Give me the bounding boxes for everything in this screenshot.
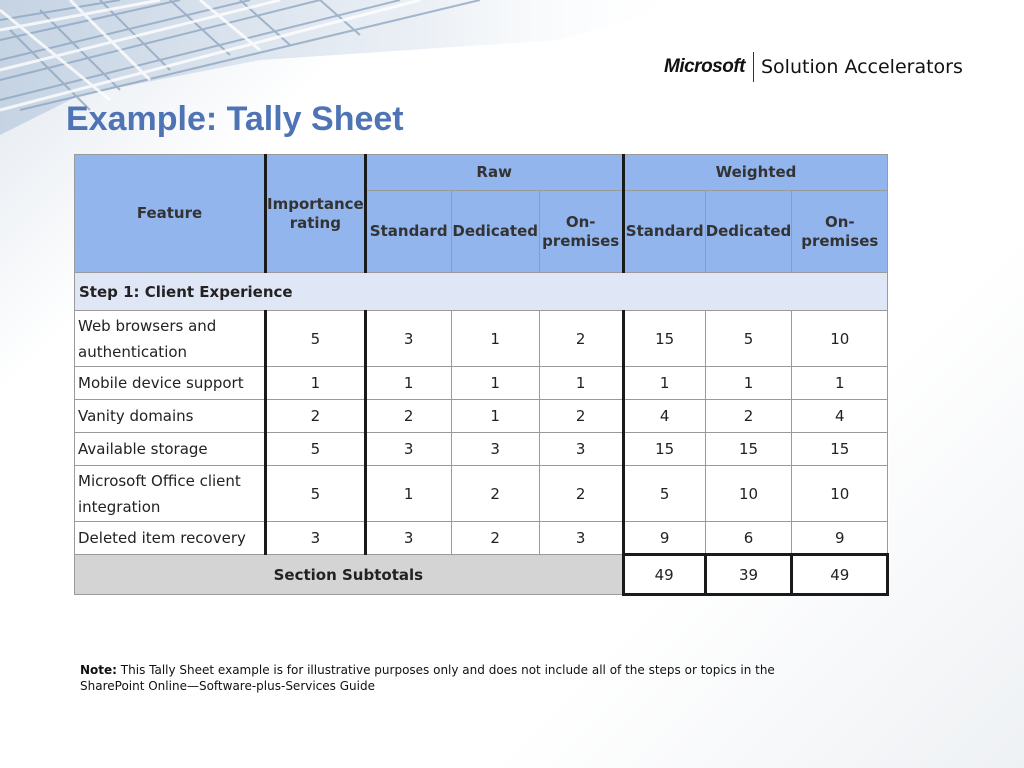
weighted-standard-cell: 15 bbox=[623, 433, 705, 466]
note-label: Note: bbox=[80, 663, 117, 677]
raw-dedicated-cell: 1 bbox=[451, 367, 539, 400]
feature-cell: Microsoft Office client integration bbox=[75, 466, 266, 522]
header-weighted: Weighted bbox=[623, 155, 888, 191]
weighted-on-premises-cell: 4 bbox=[792, 400, 888, 433]
raw-dedicated-cell: 2 bbox=[451, 466, 539, 522]
header-weighted-standard: Standard bbox=[623, 191, 705, 273]
subtotal-label: Section Subtotals bbox=[75, 555, 624, 595]
header-weighted-dedicated: Dedicated bbox=[705, 191, 792, 273]
importance-cell: 5 bbox=[266, 466, 366, 522]
table-row bbox=[75, 311, 888, 367]
header-feature: Feature bbox=[75, 155, 266, 273]
feature-cell: Web browsers and authentication bbox=[75, 311, 266, 367]
header-weighted-on-premises: On-premises bbox=[792, 191, 888, 273]
section-row bbox=[75, 273, 888, 311]
brand-divider bbox=[753, 52, 754, 82]
weighted-dedicated-cell: 1 bbox=[705, 367, 792, 400]
weighted-dedicated-cell: 15 bbox=[705, 433, 792, 466]
tally-sheet-table bbox=[74, 154, 889, 596]
weighted-dedicated-cell: 6 bbox=[705, 522, 792, 555]
weighted-on-premises-cell: 15 bbox=[792, 433, 888, 466]
table-row bbox=[75, 433, 888, 466]
header-raw-on-premises: On-premises bbox=[539, 191, 623, 273]
subtotal-standard-cell: 49 bbox=[623, 555, 705, 595]
header-importance: Importance rating bbox=[266, 155, 366, 273]
brand-product-name: Solution Accelerators bbox=[761, 56, 963, 78]
header-raw: Raw bbox=[365, 155, 623, 191]
raw-standard-cell: 2 bbox=[365, 400, 451, 433]
weighted-standard-cell: 15 bbox=[623, 311, 705, 367]
table-row bbox=[75, 522, 888, 555]
importance-cell: 3 bbox=[266, 522, 366, 555]
weighted-dedicated-cell: 5 bbox=[705, 311, 792, 367]
subtotal-dedicated-cell: 39 bbox=[705, 555, 792, 595]
slide-title: Example: Tally Sheet bbox=[66, 100, 404, 138]
weighted-standard-cell: 5 bbox=[623, 466, 705, 522]
raw-on-premises-cell: 2 bbox=[539, 311, 623, 367]
weighted-on-premises-cell: 10 bbox=[792, 466, 888, 522]
footnote bbox=[80, 662, 810, 694]
raw-dedicated-cell: 2 bbox=[451, 522, 539, 555]
raw-standard-cell: 3 bbox=[365, 311, 451, 367]
weighted-dedicated-cell: 2 bbox=[705, 400, 792, 433]
raw-standard-cell: 3 bbox=[365, 522, 451, 555]
weighted-on-premises-cell: 10 bbox=[792, 311, 888, 367]
subtotal-row bbox=[75, 555, 888, 595]
table-row bbox=[75, 367, 888, 400]
header-group-row bbox=[75, 155, 888, 191]
raw-dedicated-cell: 1 bbox=[451, 311, 539, 367]
importance-cell: 5 bbox=[266, 433, 366, 466]
microsoft-wordmark: Microsoft bbox=[664, 56, 745, 77]
subtotal-on-premises-cell: 49 bbox=[792, 555, 888, 595]
importance-cell: 2 bbox=[266, 400, 366, 433]
feature-cell: Vanity domains bbox=[75, 400, 266, 433]
importance-cell: 5 bbox=[266, 311, 366, 367]
brand-logo bbox=[664, 50, 963, 84]
feature-cell: Mobile device support bbox=[75, 367, 266, 400]
header-raw-dedicated: Dedicated bbox=[451, 191, 539, 273]
weighted-standard-cell: 4 bbox=[623, 400, 705, 433]
weighted-standard-cell: 1 bbox=[623, 367, 705, 400]
weighted-dedicated-cell: 10 bbox=[705, 466, 792, 522]
table-row bbox=[75, 466, 888, 522]
raw-on-premises-cell: 1 bbox=[539, 367, 623, 400]
note-text: This Tally Sheet example is for illustrative purposes only and does not include all of the steps or topics in the SharePoint Online—Software-plus-Services Guide bbox=[80, 663, 775, 693]
table-row bbox=[75, 400, 888, 433]
raw-on-premises-cell: 3 bbox=[539, 522, 623, 555]
raw-on-premises-cell: 2 bbox=[539, 466, 623, 522]
raw-standard-cell: 3 bbox=[365, 433, 451, 466]
importance-cell: 1 bbox=[266, 367, 366, 400]
feature-cell: Deleted item recovery bbox=[75, 522, 266, 555]
raw-on-premises-cell: 2 bbox=[539, 400, 623, 433]
raw-dedicated-cell: 3 bbox=[451, 433, 539, 466]
weighted-standard-cell: 9 bbox=[623, 522, 705, 555]
raw-on-premises-cell: 3 bbox=[539, 433, 623, 466]
raw-standard-cell: 1 bbox=[365, 466, 451, 522]
raw-dedicated-cell: 1 bbox=[451, 400, 539, 433]
weighted-on-premises-cell: 1 bbox=[792, 367, 888, 400]
header-raw-standard: Standard bbox=[365, 191, 451, 273]
weighted-on-premises-cell: 9 bbox=[792, 522, 888, 555]
section-label: Step 1: Client Experience bbox=[75, 273, 888, 311]
feature-cell: Available storage bbox=[75, 433, 266, 466]
raw-standard-cell: 1 bbox=[365, 367, 451, 400]
